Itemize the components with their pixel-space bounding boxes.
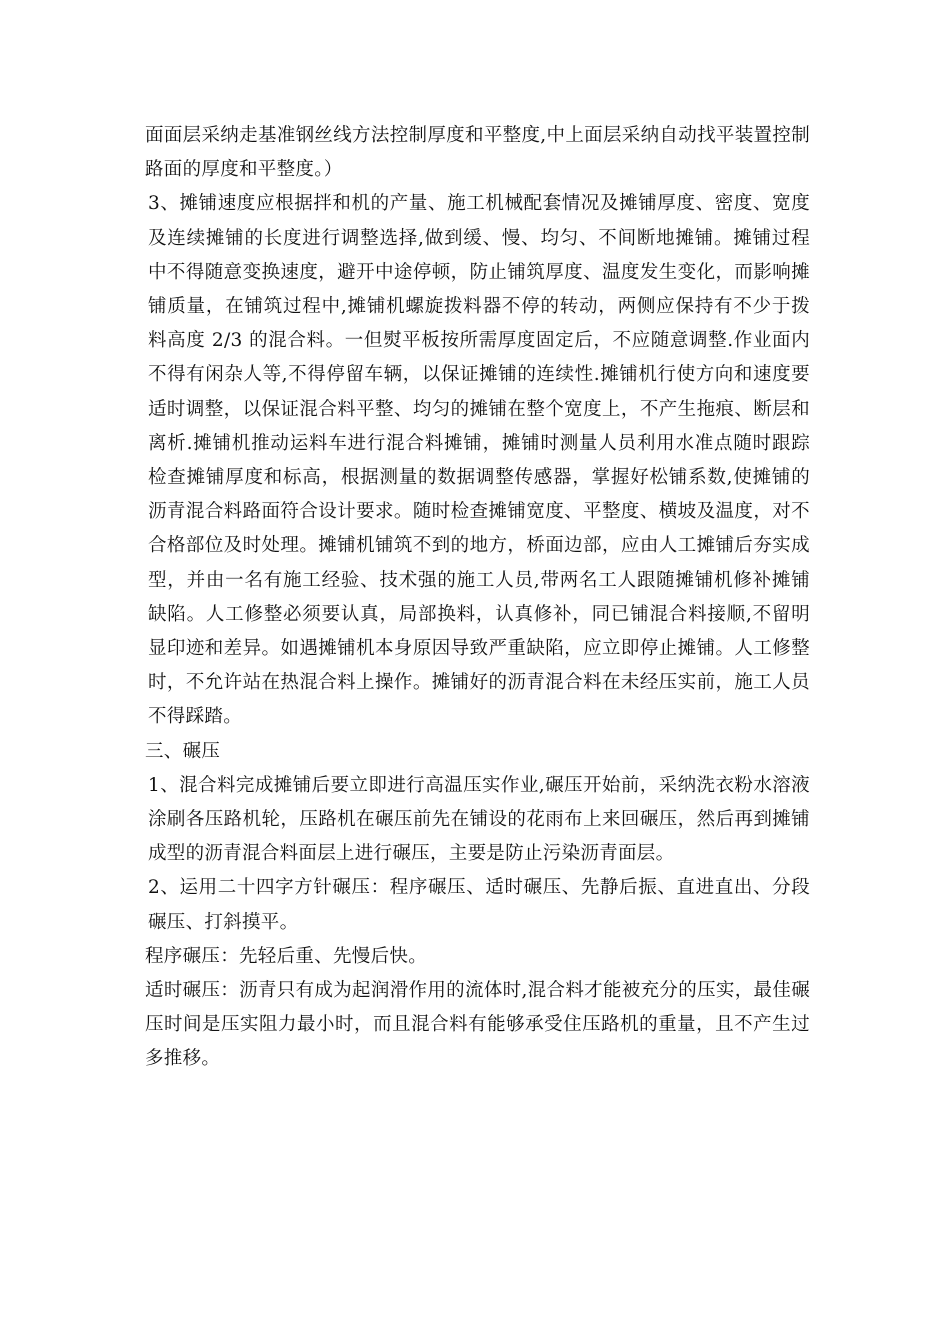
paragraph-timely-compaction: 适时碾压：沥青只有成为起润滑作用的流体时,混合料才能被充分的压实，最佳碾压时间是压实阻力最小时，而且混合料有能够承受住压路机的重量，且不产生过多推移。 <box>145 980 810 1070</box>
document-body <box>145 119 810 1077</box>
paragraph-leveling-control: 面面层采纳走基准钢丝线方法控制厚度和平整度,中上面层采纳自动找平装置控制路面的厚度和平整度。） <box>145 125 810 181</box>
paragraph-24-char-principle: 2、运用二十四字方针碾压：程序碾压、适时碾压、先静后振、直进直出、分段碾压、打斜摸平。 <box>148 877 810 933</box>
paragraph-paving-speed: 3、摊铺速度应根据拌和机的产量、施工机械配套情况及摊铺厚度、密度、宽度及连续摊铺的长度进行调整选择,做到缓、慢、均匀、不间断地摊铺。摊铺过程中不得随意变换速度，避开中途停顿，防止铺筑厚度、温度发生变化，而影响摊铺质量，在铺筑过程中,摊铺机螺旋拨料器不停的转动，两侧应保持有不少于拨料高度 2/3 的混合料。一但熨平板按所需厚度固定后，不应随意调整.作业面内不得有闲杂人等,不得停留车辆，以保证摊铺的连续性.摊铺机行使方向和速度要适时调整，以保证混合料平整、均匀的摊铺在整个宽度上，不产生拖痕、断层和离析.摊铺机推动运料车进行混合料摊铺，摊铺时测量人员利用水准点随时跟踪检查摊铺厚度和标高，根据测量的数据调整传感器，掌握好松铺系数,使摊铺的沥青混合料路面符合设计要求。随时检查摊铺宽度、平整度、横坡及温度，对不合格部位及时处理。摊铺机铺筑不到的地方，桥面边部，应由人工摊铺后夯实成型，并由一名有施工经验、技术强的施工人员,带两名工人跟随摊铺机修补摊铺缺陷。人工修整必须要认真，局部换料，认真修补，同已铺混合料接顺,不留明显印迹和差异。如遇摊铺机本身原因导致严重缺陷，应立即停止摊铺。人工修整时，不允许站在热混合料上操作。摊铺好的沥青混合料在未经压实前，施工人员不得踩踏。 <box>148 193 810 728</box>
paragraph-sequential-compaction: 程序碾压：先轻后重、先慢后快。 <box>145 945 428 967</box>
section-heading-compaction: 三、碾压 <box>145 740 221 762</box>
paragraph-high-temp-compaction: 1、混合料完成摊铺后要立即进行高温压实作业,碾压开始前，采纳洗衣粉水溶液涂刷各压路机轮，压路机在碾压前先在铺设的花雨布上来回碾压，然后再到摊铺成型的沥青混合料面层上进行碾压，主要是防止污染沥青面层。 <box>148 774 810 865</box>
